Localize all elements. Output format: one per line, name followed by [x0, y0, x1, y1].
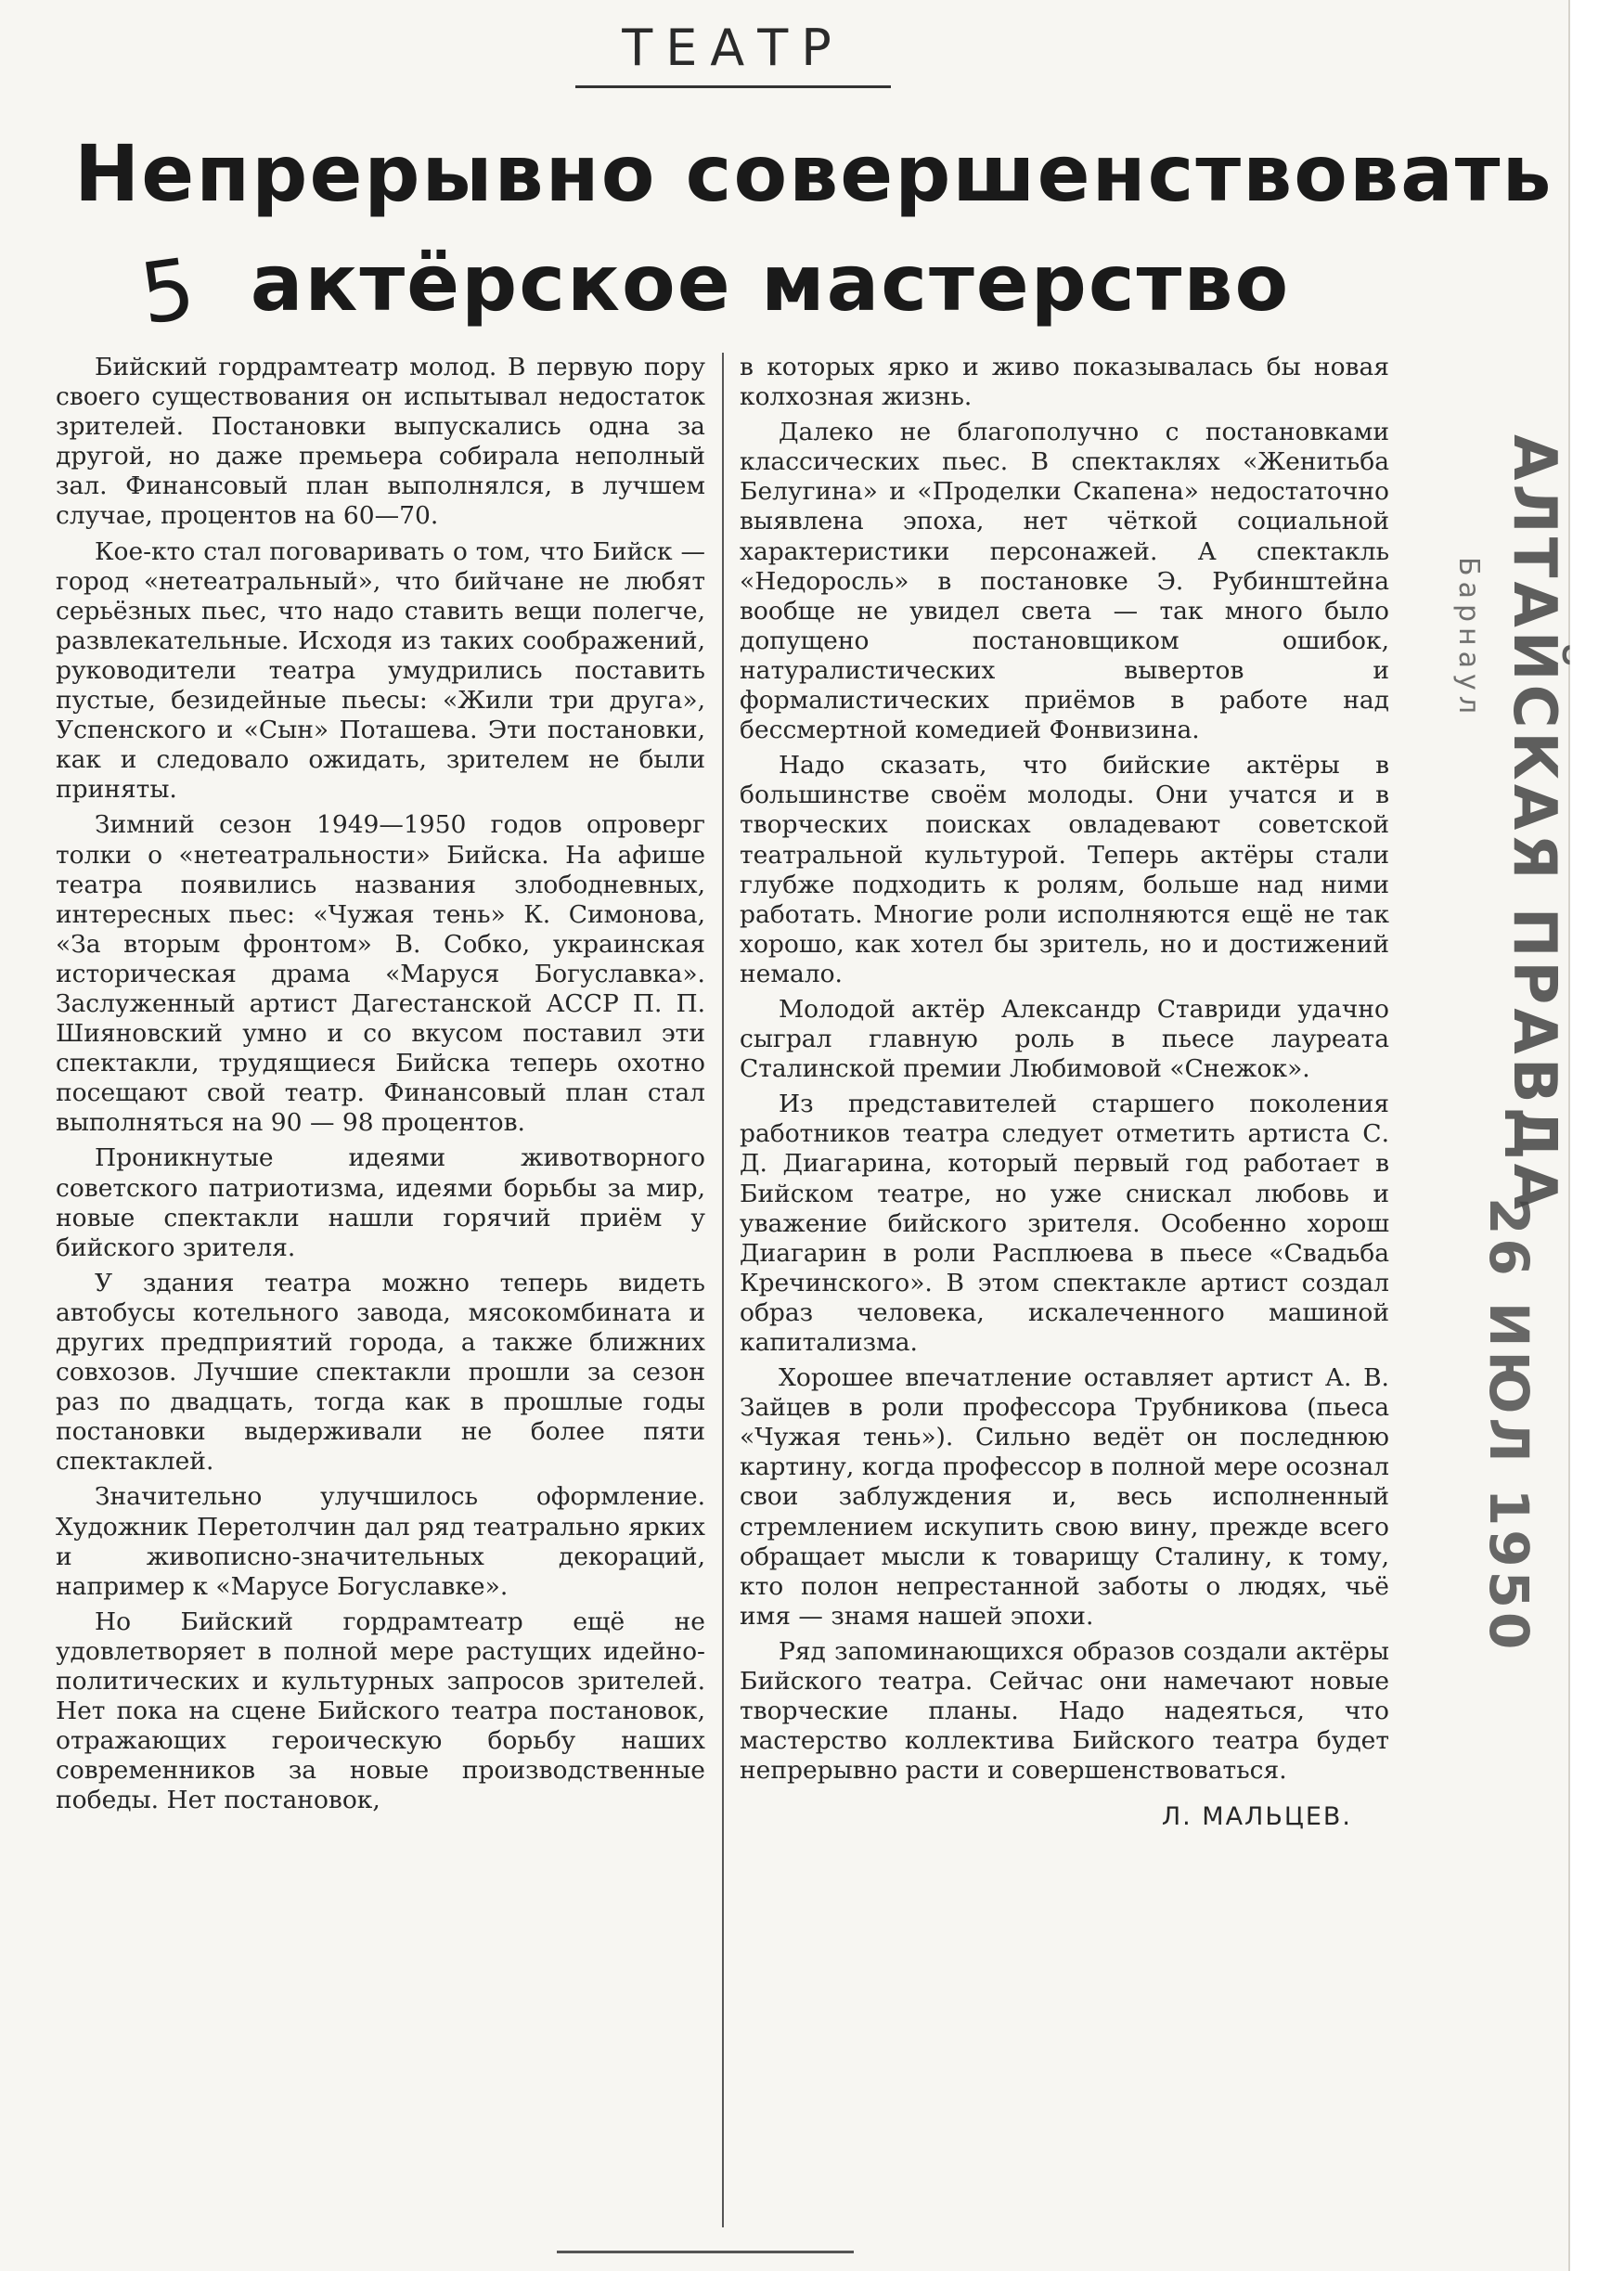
- paragraph: Хорошее впечатление оставляет артист А. В. Зайцев в роли профессора Трубникова (пьеса «Чужая тень»). Сильно ведёт он последнюю картину, когда профессор в полной мере осознал свои заблуждения и, весь исполненный стремлением искупить свою вину, прежде всего обращает мысли к товарищу Сталину, к тому, кто полон непрестанной заботы о людях, чьё имя — знамя нашей эпохи.: [740, 1363, 1389, 1631]
- section-rule: [575, 85, 891, 88]
- section-heading: ТЕАТР: [622, 19, 844, 77]
- paragraph: Но Бийский гордрамтеатр ещё не удовлетворяет в полной мере растущих идейно-политических и культурных запросов зрителей. Нет пока на сцене Бийского театра постановок, отражающих героическую борьбу наших современников за новые производственные победы. Нет постановок,: [56, 1606, 705, 1815]
- paragraph: Ряд запоминающихся образов создали актёры Бийского театра. Сейчас они намечают новые творческие планы. Надо надеяться, что мастерство коллектива Бийского театра будет непрерывно расти и совершенствоваться.: [740, 1636, 1389, 1786]
- headline-line-1: Непрерывно совершенствовать: [74, 128, 1553, 219]
- paragraph: Надо сказать, что бийские актёры в большинстве своём молоды. Они учатся и в творческих поисках овладевают советской театральной культурой. Теперь актёры стали глубже подходить к ролям, больше над ними работать. Многие роли исполняются ещё не так хорошо, как хотел бы зритель, но и достижений немало.: [740, 751, 1389, 988]
- paragraph: Далеко не благополучно с постановками классических пьес. В спектаклях «Женитьба Белугина» и «Проделки Скапена» недостаточно выявлена эпоха, нет чёткой социальной характеристики персонажей. А спектакль «Недоросль» в постановке Э. Рубинштейна вообще не увидел света — так много было допущено постановщиком ошибок, натуралистических вывертов и формалистических приёмов в работе над бессмертной комедией Фонвизина.: [740, 418, 1389, 745]
- city-stamp: Барнаул: [1452, 557, 1485, 719]
- paragraph: Зимний сезон 1949—1950 годов опроверг толки о «нетеатральности» Бийска. На афише театра появились названия злободневных, интересных пьес: «Чужая тень» К. Симонова, «За вторым фронтом» В. Собко, украинская историческая драма «Маруся Богуславка». Заслуженный артист Дагестанской АССР П. П. Шияновский умно и со вкусом поставил эти спектакли, трудящиеся Бийска теперь охотно посещают свой театр. Финансовый план стал выполняться на 90 — 98 процентов.: [56, 810, 705, 1138]
- paragraph: Проникнутые идеями животворного советского патриотизма, идеями борьбы за мир, новые спектакли нашли горячий приём у бийского зрителя.: [56, 1143, 705, 1262]
- article-column-1: [56, 353, 705, 1822]
- article-column-2: [740, 353, 1389, 1833]
- paragraph: Молодой актёр Александр Ставриди удачно сыграл главную роль в пьесе лауреата Сталинской премии Любимовой «Снежок».: [740, 994, 1389, 1084]
- paragraph: Бийский гордрамтеатр молод. В первую пору своего существования он испытывал недостаток зрителей. Постановки выпускались одна за другой, но даже премьера собирала неполный зал. Финансовый план выполнялся, в лучшем случае, процентов на 60—70.: [56, 353, 705, 531]
- handwritten-mark: 5: [134, 239, 201, 344]
- newspaper-stamp: АЛТАЙСКАЯ ПРАВДА: [1500, 434, 1568, 1214]
- paragraph: в которых ярко и живо показывалась бы новая колхозная жизнь.: [740, 353, 1389, 412]
- paragraph: Значительно улучшилось оформление. Художник Перетолчин дал ряд театрально ярких и живописно-значительных декораций, например к «Марусе Богуславке».: [56, 1482, 705, 1601]
- date-stamp: 26 ИЮЛ 1950: [1477, 1197, 1540, 1654]
- author-signature: Л. МАЛЬЦЕВ.: [1161, 1802, 1352, 1832]
- headline-line-2: актёрское мастерство: [250, 238, 1291, 329]
- article-headline: [74, 119, 1553, 338]
- paragraph: Кое-кто стал поговаривать о том, что Бийск — город «нетеатральный», что бийчане не любят серьёзных пьес, что надо ставить вещи полегче, развлекательные. Исходя из таких соображений, руководители театра умудрились поставить пустые, безидейные пьесы: «Жили три друга», Успенского и «Сын» Поташева. Эти постановки, как и следовало ожидать, зрителем не были приняты.: [56, 536, 705, 805]
- paragraph: У здания театра можно теперь видеть автобусы котельного завода, мясокомбината и других предприятий города, а также ближних совхозов. Лучшие спектакли прошли за сезон раз по двадцать, тогда как в прошлые годы постановки выдерживали не более пяти спектаклей.: [56, 1268, 705, 1477]
- column-divider: [722, 353, 724, 2227]
- bottom-rule: [557, 2251, 854, 2253]
- paragraph: Из представителей старшего поколения работников театра следует отметить артиста С. Д. Диагарина, который первый год работает в Бийском театре, но уже снискал любовь и уважение бийского зрителя. Особенно хорош Диагарин в роли Расплюева в пьесе «Свадьба Кречинского». В этом спектакле артист создал образ человека, искалеченного машиной капитализма.: [740, 1090, 1389, 1357]
